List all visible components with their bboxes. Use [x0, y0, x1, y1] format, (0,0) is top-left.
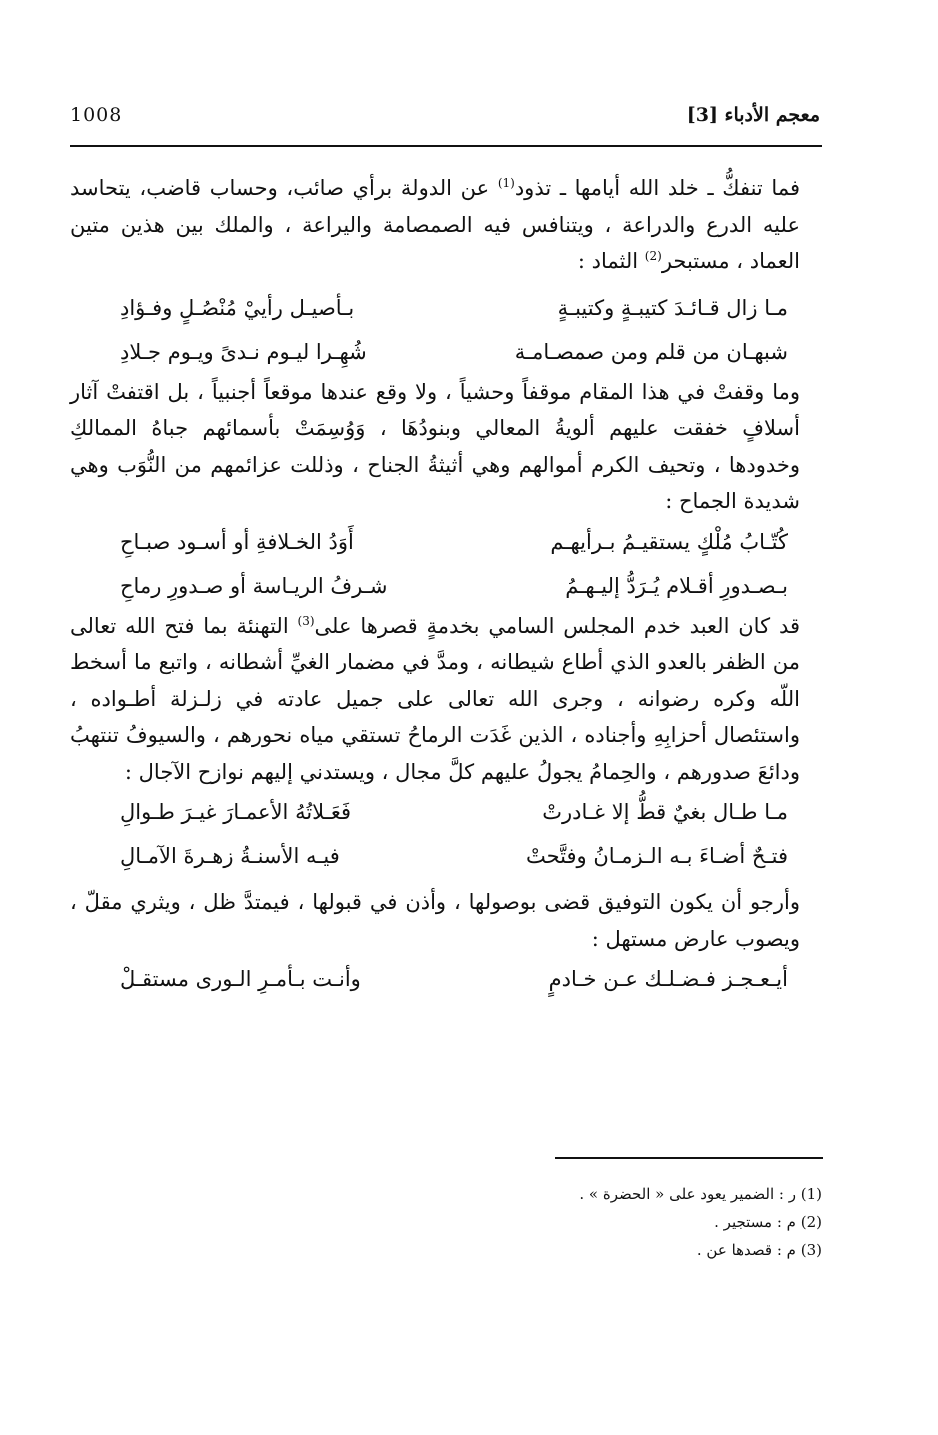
- footnote-3: (3) م : قصدها عن .: [696, 1241, 822, 1259]
- verse-1-first-hemistich: مـا زال قـائـدَ كتيبـةٍ وكتيبـةٍ: [557, 295, 788, 320]
- verse-7-second-hemistich: وأنـت بـأمـرِ الـورى مستقـلْ: [120, 967, 361, 991]
- verse-line-4: [70, 564, 822, 608]
- verse-5-second-hemistich: فَعَـلاتُهُ الأعمـارَ غيـرَ طـوالِ: [120, 800, 352, 824]
- paragraph-2: وما وقفتْ في هذا المقام موقفاً وحشياً ، ولا وقع عندها موقعاً أجنبياً ، بل اقتفتْ آثار أسلافٍ خفقت عليهم ألويةُ المعالي وبنودُهَا ، وَوُسِمَتْ بأسمائهم جباهُ الممالكِ وخدودها ، وتحيف الكرم أموالهم وهي أثيثةُ الجناح ، وذللت عزائمهم من النُّوَب وهي شديدة الجماح :: [70, 379, 800, 513]
- verse-line-2: [70, 330, 822, 374]
- footnote-2: (2) م : مستجير .: [714, 1213, 822, 1231]
- verse-7-first-hemistich: أيـعـجـز فـضـلـك عـن خـادمٍ: [548, 967, 788, 991]
- verse-4-first-hemistich: بـصـدورِ أقـلام يُـرَدُّ إليـهـمُ: [565, 573, 788, 598]
- paragraph-4: وأرجو أن يكون التوفيق قضى بوصولها ، وأذن في قبولها ، فيمتدَّ ظل ، ويثري مقلّ ، ويصوب عارض مستهل :: [70, 890, 800, 951]
- verse-6-first-hemistich: فتـحٌ أضـاءَ بـه الـزمـانُ وفتَّحتْ: [525, 844, 788, 868]
- verse-1-second-hemistich: بـأصيـل رأييْ مُنْصُـلٍ وفـؤادِ: [120, 295, 355, 320]
- footnotes: [70, 1180, 822, 1264]
- para3-rest: التهنئة بما فتح الله تعالى من الظفر بالعدو الذي أطاع شيطانه ، ومدَّ في مضمار الغيِّ أشطانه ، واتبع ما أسخط اللّه وكره رضوانه ، وجرى الله تعالى على جميل عادته في زلـزلة أطـواده ، واستئصال أحزابِهِ وأجناده ، الذين غَدَت الرماحُ تستقي مياه نحورهم ، والسيوفُ تنتهبُ ودائعَ صدورهم ، والحِمامُ يجولُ عليهم كلَّ مجال ، ويستدني إليهم نوازح الآجال :: [70, 613, 800, 784]
- page-header: [70, 100, 820, 136]
- verse-5-first-hemistich: مـا طـال بغيٌ قطُّ إلا غـادرتْ: [542, 800, 788, 824]
- paragraph-3: [70, 608, 822, 791]
- para1-rest: عن الدولة برأي صائب، وحساب قاضب، يتحاسد عليه الدرع والدراعة ، ويتنافس فيه الصمصامة واليراعة ، والملك بين هذين متين العماد ، مستبحر: [70, 176, 800, 273]
- verse-4-second-hemistich: شـرفُ الريـاسة أو صـدورِ رماحِ: [120, 573, 388, 598]
- footnote-marker-1: (1): [497, 176, 515, 190]
- header-rule: [70, 145, 822, 147]
- verse-3-second-hemistich: أَوَدُ الخـلافةِ أو أسـود صبـاحِ: [120, 529, 354, 554]
- paragraph-1: [70, 170, 822, 280]
- verse-line-1: [70, 286, 822, 330]
- running-title: معجم الأدباء [3]: [686, 104, 820, 126]
- verse-line-7: [70, 957, 822, 1001]
- para1-text: فما تنفكُّ ـ خلد الله أيامها ـ تذود: [514, 176, 800, 200]
- footnote-rule: [555, 1157, 823, 1159]
- main-text: [70, 170, 822, 1001]
- verse-2-second-hemistich: شُهِـرا ليـوم نـدىً ويـوم جـلادِ: [120, 339, 367, 364]
- verse-line-3: [70, 520, 822, 564]
- verse-line-5: [70, 790, 822, 834]
- footnote-1: (1) ر : الضمير يعود على « الحضرة » .: [579, 1185, 822, 1203]
- verse-2-first-hemistich: شبهـان من قلم ومن صمصـامـة: [514, 339, 788, 364]
- verse-6-second-hemistich: فيـه الأسنـةُ زهـرةَ الآمـالِ: [120, 844, 340, 868]
- footnote-marker-2: (2): [644, 249, 662, 263]
- para3-text: قد كان العبد خدم المجلس السامي بخدمةٍ قصرها على: [314, 613, 801, 638]
- page-number: 1008: [70, 104, 123, 126]
- footnote-marker-3: (3): [297, 613, 315, 628]
- verse-3-first-hemistich: كُتّـابُ مُلْكٍ يستقيـمُ بـرأيهـم: [550, 529, 788, 554]
- verse-line-6: [70, 834, 822, 878]
- para1-end: الثماد :: [577, 249, 645, 273]
